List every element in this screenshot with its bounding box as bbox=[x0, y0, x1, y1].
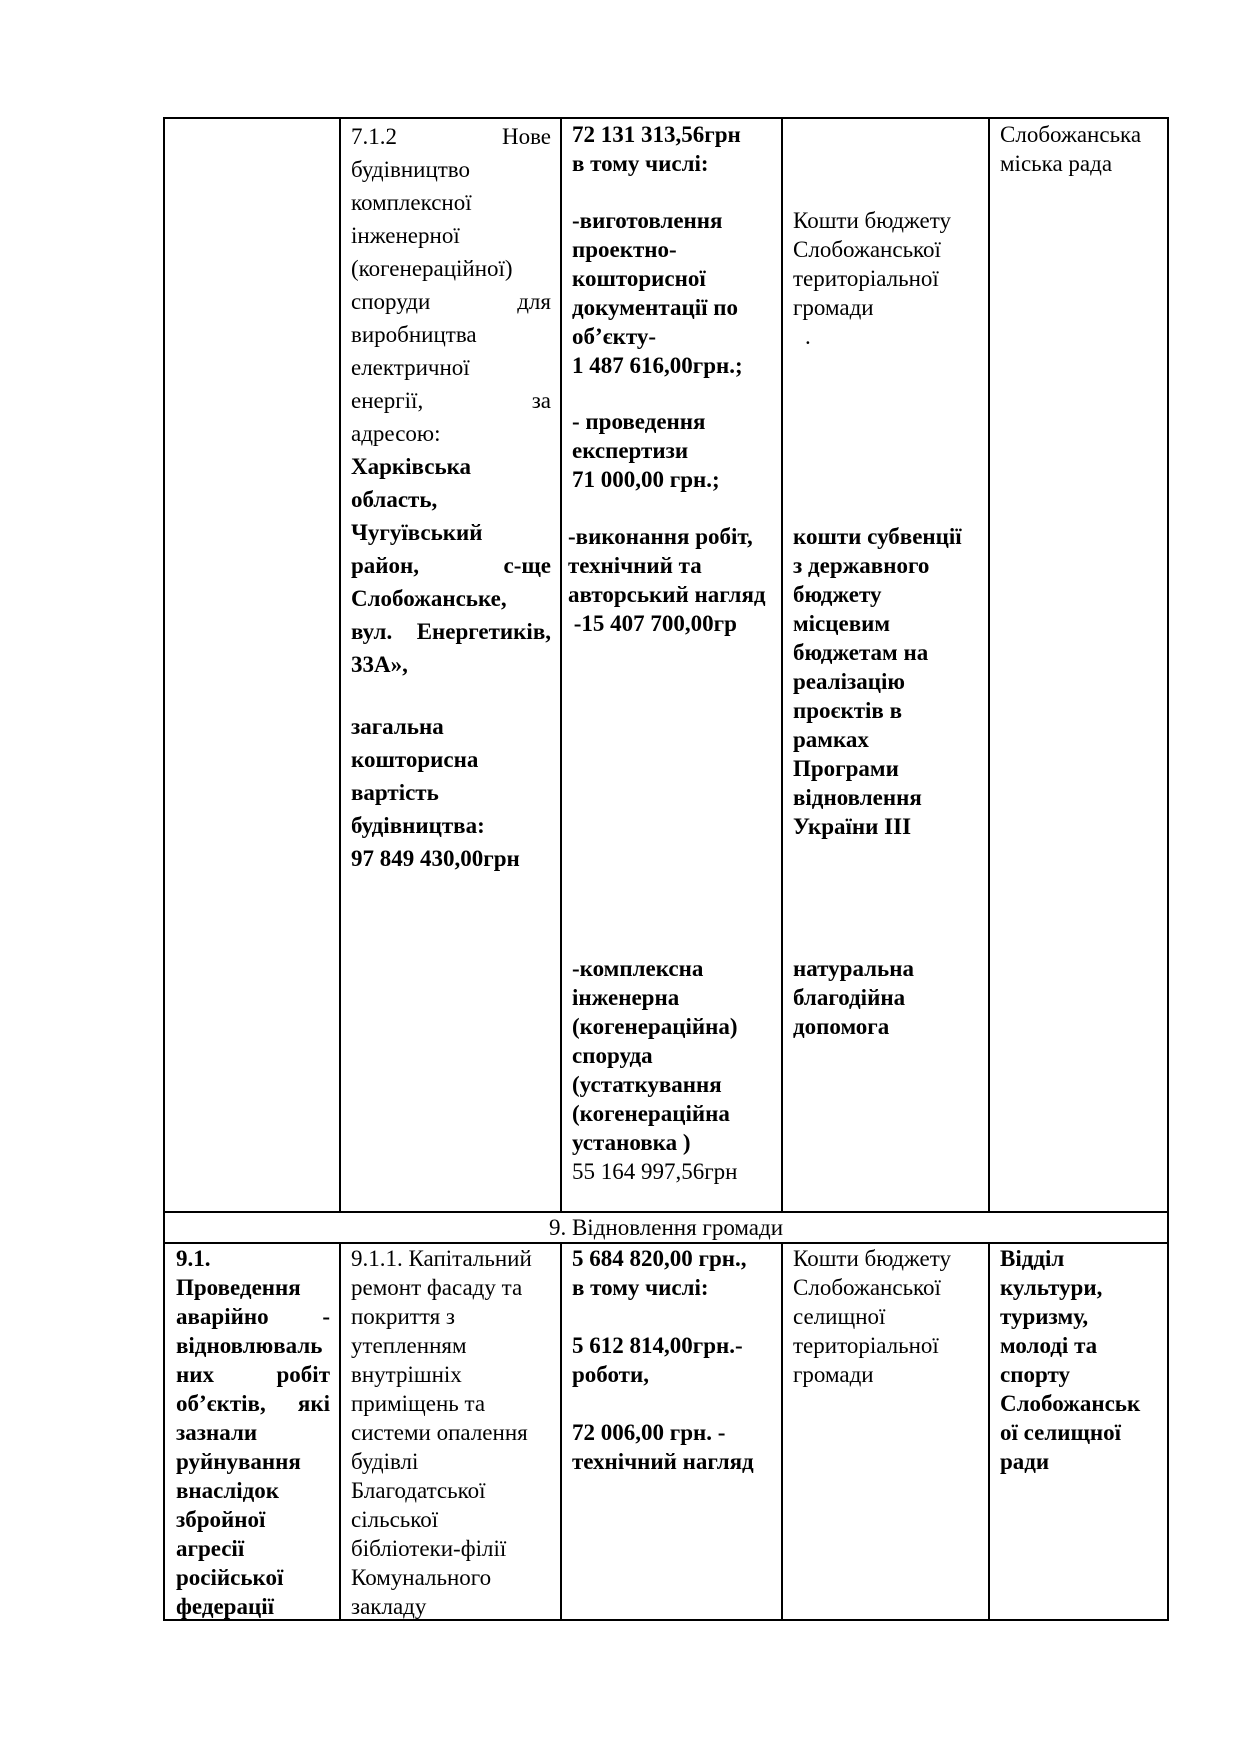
column-divider-3 bbox=[781, 117, 783, 1213]
text-line: в тому числі: bbox=[572, 151, 709, 176]
text-line: ої селищної bbox=[1000, 1420, 1122, 1445]
row-7-1-2-cost-total bbox=[572, 120, 777, 178]
text-line: -комплексна bbox=[572, 956, 704, 981]
text-line: допомога bbox=[793, 1014, 890, 1039]
text-line: -виготовлення bbox=[572, 208, 723, 233]
text-line: Благодатської bbox=[351, 1478, 486, 1503]
text-line: Проведення bbox=[176, 1275, 301, 1300]
text-line: Слобожанської bbox=[793, 237, 941, 262]
text-line: вартість bbox=[351, 780, 439, 805]
address-line: область, bbox=[351, 487, 438, 512]
text-line: - проведення bbox=[572, 409, 706, 434]
text-line: об’єкту- bbox=[572, 324, 657, 349]
text-line: установка ) bbox=[572, 1130, 691, 1155]
text-line: будівництва: bbox=[351, 813, 485, 838]
text-line: проєктів в bbox=[793, 698, 903, 723]
row-9-1-executor bbox=[1000, 1244, 1165, 1476]
row-9-1-funding bbox=[793, 1244, 983, 1389]
text-line: зазнали bbox=[176, 1420, 258, 1445]
text-line: комплексної bbox=[351, 190, 472, 215]
amount: 71 000,00 грн.; bbox=[572, 467, 720, 492]
text-word: за bbox=[531, 388, 551, 413]
text-line: ради bbox=[1000, 1449, 1050, 1474]
text-line: бюджету bbox=[793, 582, 882, 607]
text-line: покриття з bbox=[351, 1304, 456, 1329]
total-cost: 97 849 430,00грн bbox=[351, 846, 520, 871]
text-line: молоді та bbox=[1000, 1333, 1098, 1358]
text-line: територіальної bbox=[793, 1333, 939, 1358]
text-line: культури, bbox=[1000, 1275, 1103, 1300]
text-line: документації по bbox=[572, 295, 738, 320]
column-divider-1 bbox=[339, 117, 341, 1213]
text-line: територіальної bbox=[793, 266, 939, 291]
row-7-1-2-cost-works bbox=[568, 522, 778, 638]
row-7-1-2-funding-charity bbox=[793, 954, 983, 1041]
text-line: туризму, bbox=[1000, 1304, 1089, 1329]
text-line: кошторисної bbox=[572, 266, 706, 291]
text-line: загальна bbox=[351, 714, 444, 739]
column-divider-4 bbox=[988, 117, 990, 1213]
address-line: Чугуївський bbox=[351, 520, 483, 545]
row-7-1-2-executor bbox=[1000, 120, 1165, 178]
amount: 1 487 616,00грн.; bbox=[572, 353, 743, 378]
text-line: з державного bbox=[793, 553, 930, 578]
text-line: виробництва bbox=[351, 322, 477, 347]
text-line: роботи, bbox=[572, 1362, 649, 1387]
column-divider-3b bbox=[781, 1242, 783, 1621]
text-line: збройної bbox=[176, 1507, 266, 1532]
text-line: адресою: bbox=[351, 421, 441, 446]
text-word: енергії, bbox=[351, 388, 424, 413]
row-9-1-description bbox=[351, 1244, 556, 1621]
section-header bbox=[165, 1213, 1167, 1242]
text-line: ремонт фасаду та bbox=[351, 1275, 523, 1300]
text-line: внутрішніх bbox=[351, 1362, 462, 1387]
text-word: робіт bbox=[276, 1362, 330, 1387]
address-line: 33А», bbox=[351, 652, 408, 677]
text-line: -виконання робіт, bbox=[568, 524, 753, 549]
text-line: кошти субвенції bbox=[793, 524, 962, 549]
text-line: Слобожанська bbox=[1000, 122, 1142, 147]
text-line: України ІІІ bbox=[793, 814, 912, 839]
text-line: технічний нагляд bbox=[572, 1449, 754, 1474]
column-divider-2b bbox=[560, 1242, 562, 1621]
text-line: (когенераційна bbox=[572, 1101, 730, 1126]
amount-total: 72 131 313,56грн bbox=[572, 122, 741, 147]
table-border-right bbox=[1167, 117, 1169, 1621]
text-word: об’єктів, bbox=[176, 1391, 266, 1416]
text-line: Кошти бюджету bbox=[793, 1246, 951, 1271]
text-line: будівництво bbox=[351, 157, 471, 182]
text-word: для bbox=[517, 289, 551, 314]
text-line: спорту bbox=[1000, 1362, 1070, 1387]
text-line: кошторисна bbox=[351, 747, 479, 772]
text-line: інженерна bbox=[572, 985, 680, 1010]
text-line: сільської bbox=[351, 1507, 439, 1532]
row-7-1-2-cost-equipment bbox=[572, 954, 777, 1186]
text-line: бібліотеки-філії bbox=[351, 1536, 507, 1561]
column-divider-4b bbox=[988, 1242, 990, 1621]
text-word: аварійно bbox=[176, 1304, 269, 1329]
text-line: міська рада bbox=[1000, 151, 1113, 176]
column-divider-2 bbox=[560, 117, 562, 1213]
text-line: благодійна bbox=[793, 985, 906, 1010]
text-line: (устаткування bbox=[572, 1072, 722, 1097]
text-word: Енергетиків, bbox=[416, 619, 551, 644]
text-line: технічний та bbox=[568, 553, 702, 578]
text-line: агресії bbox=[176, 1536, 245, 1561]
text-line: приміщень та bbox=[351, 1391, 486, 1416]
text-line: внаслідок bbox=[176, 1478, 280, 1503]
row-7-1-2-cost-design bbox=[572, 206, 777, 380]
amount: 55 164 997,56грн bbox=[572, 1159, 738, 1184]
text-line: Програми bbox=[793, 756, 899, 781]
column-divider-1b bbox=[339, 1242, 341, 1621]
measure-number: 9.1. bbox=[176, 1246, 211, 1271]
text-line: рамках bbox=[793, 727, 869, 752]
amount: -15 407 700,00гр bbox=[568, 611, 737, 636]
text-line: реалізацію bbox=[793, 669, 905, 694]
text-word: - bbox=[322, 1304, 330, 1329]
text-line: інженерної bbox=[351, 223, 460, 248]
text-line: Кошти бюджету bbox=[793, 208, 951, 233]
table-border-top bbox=[163, 117, 1169, 119]
text-line: Слобожанськ bbox=[1000, 1391, 1141, 1416]
text-line: громади bbox=[793, 295, 874, 320]
text-line: Відділ bbox=[1000, 1246, 1065, 1271]
text-line: закладу bbox=[351, 1594, 427, 1619]
text-line: споруда bbox=[572, 1043, 653, 1068]
row-7-1-2-funding-subvention bbox=[793, 522, 983, 841]
address-line: Харківська bbox=[351, 454, 472, 479]
text-line: авторський нагляд bbox=[568, 582, 766, 607]
text-line: проектно- bbox=[572, 237, 677, 262]
text-line: натуральна bbox=[793, 956, 914, 981]
amount: 72 006,00 грн. - bbox=[572, 1420, 726, 1445]
text-line: відновлення bbox=[793, 785, 922, 810]
text-line: (когенераційної) bbox=[351, 256, 513, 281]
text-line: в тому числі: bbox=[572, 1275, 709, 1300]
text-line: бюджетам на bbox=[793, 640, 929, 665]
row-7-1-2-funding-budget bbox=[793, 206, 983, 351]
text-line: місцевим bbox=[793, 611, 891, 636]
text-word: споруди bbox=[351, 289, 431, 314]
text-line: Слобожанської bbox=[793, 1275, 941, 1300]
text-word: них bbox=[176, 1362, 215, 1387]
text-line: утепленням bbox=[351, 1333, 467, 1358]
text-line: російської bbox=[176, 1565, 284, 1590]
address-line: Слобожанське, bbox=[351, 586, 507, 611]
text-line: 9.1.1. Капітальний bbox=[351, 1246, 532, 1271]
row-9-1-cost bbox=[572, 1244, 777, 1476]
row-7-1-2-description bbox=[351, 120, 551, 875]
text-line: громади bbox=[793, 1362, 874, 1387]
amount: 5 612 814,00грн.- bbox=[572, 1333, 743, 1358]
text-line: електричної bbox=[351, 355, 470, 380]
measure-number: 7.1.2 bbox=[351, 124, 397, 149]
table-border-left bbox=[163, 117, 165, 1621]
text-line: (когенераційна) bbox=[572, 1014, 738, 1039]
row-7-1-2-cost-expertise bbox=[572, 407, 777, 494]
text-line: експертизи bbox=[572, 438, 689, 463]
text-word: район, bbox=[351, 553, 420, 578]
text-line: будівлі bbox=[351, 1449, 419, 1474]
text-word: які bbox=[297, 1391, 330, 1416]
text-word: вул. bbox=[351, 619, 393, 644]
text-word: с-ще bbox=[503, 553, 551, 578]
section-title: 9. Відновлення громади bbox=[548, 1215, 784, 1240]
text-line: Комунального bbox=[351, 1565, 492, 1590]
text-line: відновлюваль bbox=[176, 1333, 323, 1358]
text-line: системи опалення bbox=[351, 1420, 528, 1445]
text-line: руйнування bbox=[176, 1449, 301, 1474]
text-line: федерації bbox=[176, 1594, 274, 1619]
amount-total: 5 684 820,00 грн., bbox=[572, 1246, 747, 1271]
row-9-1-measure bbox=[176, 1244, 330, 1621]
text-word: Нове bbox=[501, 124, 551, 149]
text-line: селищної bbox=[793, 1304, 886, 1329]
text-line: . bbox=[805, 324, 811, 349]
